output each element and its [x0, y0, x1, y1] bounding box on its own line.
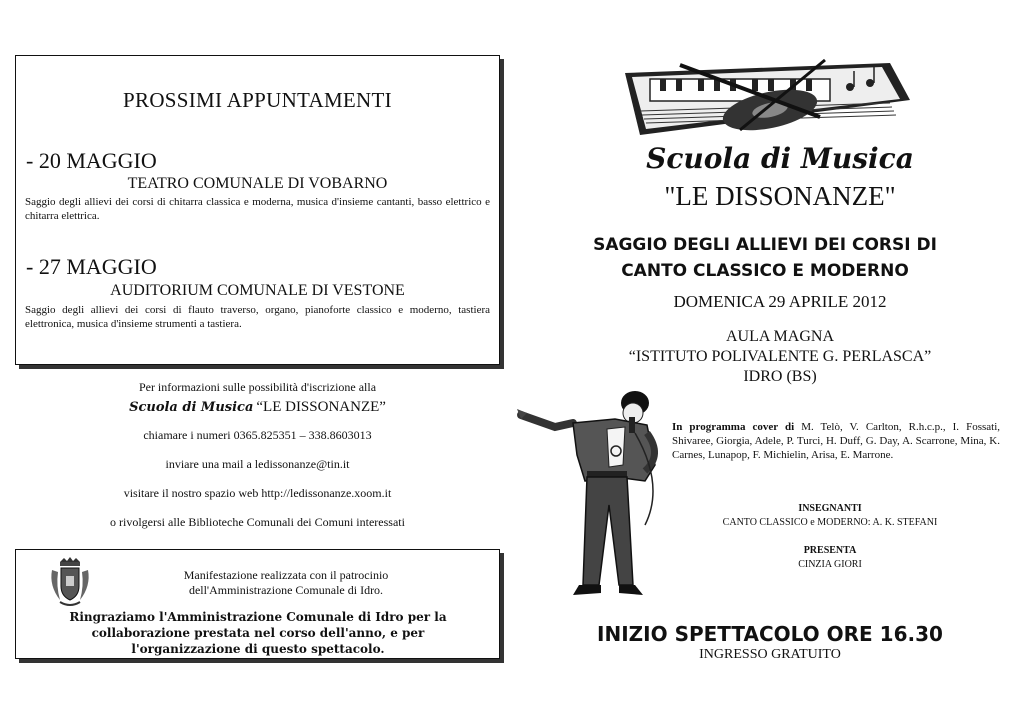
teachers: [680, 502, 980, 530]
appointments-box: [15, 55, 500, 365]
program-label: In programma cover di: [672, 421, 795, 433]
event-2-venue: AUDITORIUM COMUNALE DI VESTONE: [110, 282, 405, 299]
venue-line1: AULA MAGNA: [726, 328, 834, 345]
event-2-date: - 27 MAGGIO: [26, 254, 157, 279]
patronage-box: [15, 549, 500, 659]
appointments-title: PROSSIMI APPUNTAMENTI: [123, 88, 392, 112]
school-name: "LE DISSONANZE": [664, 181, 896, 211]
event-1-description: Saggio degli allievi dei corsi di chitarra classica e moderna, musica d'insieme cantanti, basso elettrico e chitarra elettrica.: [25, 196, 490, 222]
event-2-description: Saggio degli allievi dei corsi di flauto traverso, organo, pianoforte classico e moderno, tastiera elettronica, musica d'insieme strumenti a tastiera.: [25, 304, 490, 330]
info-web: visitare il nostro spazio web http://ledissonanze.xoom.it: [123, 486, 392, 500]
info-email: inviare una mail a ledissonanze@tin.it: [165, 457, 350, 471]
town-crest-icon: [46, 556, 94, 608]
info-school: [15, 399, 500, 416]
presenter-value: CINZIA GIORI: [798, 559, 862, 570]
headline-line1: SAGGIO DEGLI ALLIEVI DEI CORSI DI: [593, 235, 937, 255]
headline-line2: CANTO CLASSICO E MODERNO: [621, 261, 909, 281]
singer-illustration: [515, 385, 665, 600]
venue-line2: “ISTITUTO POLIVALENTE G. PERLASCA”: [628, 348, 932, 365]
free-entry: INGRESSO GRATUITO: [699, 647, 841, 662]
show-start: INIZIO SPETTACOLO ORE 16.30: [597, 622, 943, 646]
headline: [530, 232, 1000, 284]
info-block: [15, 380, 500, 530]
program: [672, 420, 1000, 462]
school-script-title: Scuola di Musica: [646, 142, 914, 175]
patronage-line1: Manifestazione realizzata con il patrocinio: [183, 568, 389, 582]
presenter-label: PRESENTA: [803, 545, 857, 556]
info-intro: Per informazioni sulle possibilità d'iscrizione alla: [138, 380, 377, 394]
music-logo-illustration: [620, 55, 915, 140]
event-date: DOMENICA 29 APRILE 2012: [673, 292, 887, 311]
event-venue: [560, 327, 1000, 387]
info-school-name: “LE DISSONANZE”: [256, 399, 386, 415]
patronage-thanks: Ringraziamo l'Amministrazione Comunale di Idro per la collaborazione prestata nel corso dell'anno, e per l'organizzazione di questo spettacolo.: [69, 610, 447, 656]
patronage-line2: dell'Amministrazione Comunale di Idro.: [188, 583, 384, 597]
venue-line3: IDRO (BS): [743, 368, 817, 385]
event-1-venue: TEATRO COMUNALE DI VOBARNO: [127, 175, 388, 192]
teachers-value: CANTO CLASSICO e MODERNO: A. K. STEFANI: [722, 517, 938, 528]
teachers-label: INSEGNANTI: [798, 503, 862, 514]
info-phone: chiamare i numeri 0365.825351 – 338.8603013: [143, 428, 372, 442]
patronage-text: [146, 568, 426, 598]
info-school-script: Scuola di Musica: [129, 400, 254, 415]
program-artists: M. Telò, V. Carlton, R.h.c.p., I. Fossati, Shivaree, Giorgia, Adele, P. Turci, H. Duff, G. Day, A. Scarrone, Mina, K. Carnes, Lunapop, F. Michielin, Arisa, E. Marrone.: [672, 421, 1001, 461]
event-1-date: - 20 MAGGIO: [26, 148, 157, 173]
presenter: [680, 544, 980, 572]
info-libraries: o rivolgersi alle Biblioteche Comunali dei Comuni interessati: [110, 515, 405, 529]
